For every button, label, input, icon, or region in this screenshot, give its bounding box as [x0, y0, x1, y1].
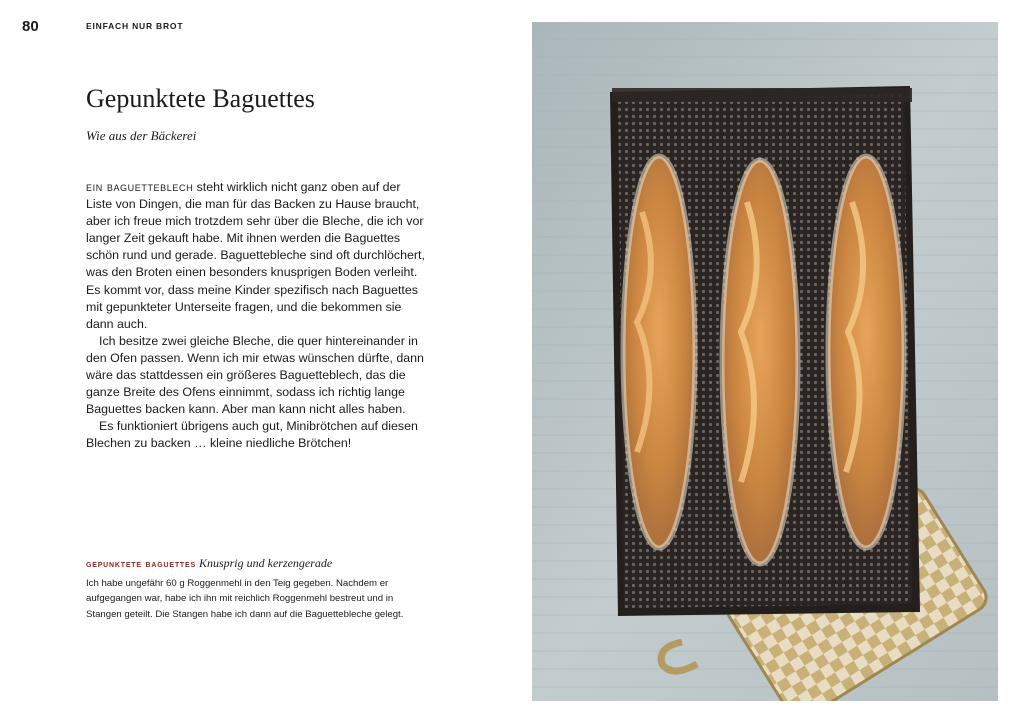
- page-title: Gepunktete Baguettes: [86, 84, 315, 113]
- baguette-photo: [532, 22, 998, 701]
- page-number: 80: [22, 18, 39, 35]
- paragraph-3: Es funktioniert übrigens auch gut, Minibrötchen auf diesen Blechen zu backen … kleine niedliche Brötchen!: [86, 419, 418, 451]
- caption-text: Ich habe ungefähr 60 g Roggenmehl in den Teig gegeben. Nachdem er aufgegangen war, habe ich ihn mit reichlich Roggenmehl bestreut und in Stangen geteilt. Die Stangen habe ich dann auf die Baguettebleche gelegt.: [86, 578, 404, 620]
- lead-in: ein baguetteblech: [86, 180, 194, 194]
- article-body: [86, 179, 426, 453]
- paragraph-1: [86, 179, 426, 333]
- caption-subtitle: Knusprig und kerzengerade: [195, 556, 333, 570]
- caption-label: gepunktete baguettes: [86, 558, 196, 570]
- page-subtitle: Wie aus der Bäckerei: [86, 128, 197, 143]
- baguette-right: [828, 156, 904, 548]
- baguette-middle: [722, 160, 798, 564]
- paragraph-1-text: steht wirklich nicht ganz oben auf der Liste von Dingen, die man für das Backen zu Hause braucht, aber ich freue mich trotzdem sehr über die Bleche, die ich vor langer Zeit gekauft habe. Mit ihnen werden die Baguettes schön rund und gerade. Baguettebleche sind oft durchlöchert, was den Broten einen besonders knusprigen Boden verleiht. Es kommt vor, dass meine Kinder spezifisch nach Baguettes mit gepunkteter Unterseite fragen, und die bekommen sie dann auch.: [86, 180, 425, 331]
- caption-heading: [86, 556, 332, 571]
- baguette-left: [623, 156, 695, 548]
- running-head: EINFACH NUR BROT: [86, 21, 184, 31]
- paragraph-2: Ich besitze zwei gleiche Bleche, die quer hintereinander in den Ofen passen. Wenn ich mir etwas wünschen dürfte, dann wäre das stattdessen ein größeres Baguetteblech, das die ganze Breite des Ofens einnimmt, sodass ich richtig lange Baguettes backen kann. Aber man kann nicht alles haben.: [86, 333, 424, 417]
